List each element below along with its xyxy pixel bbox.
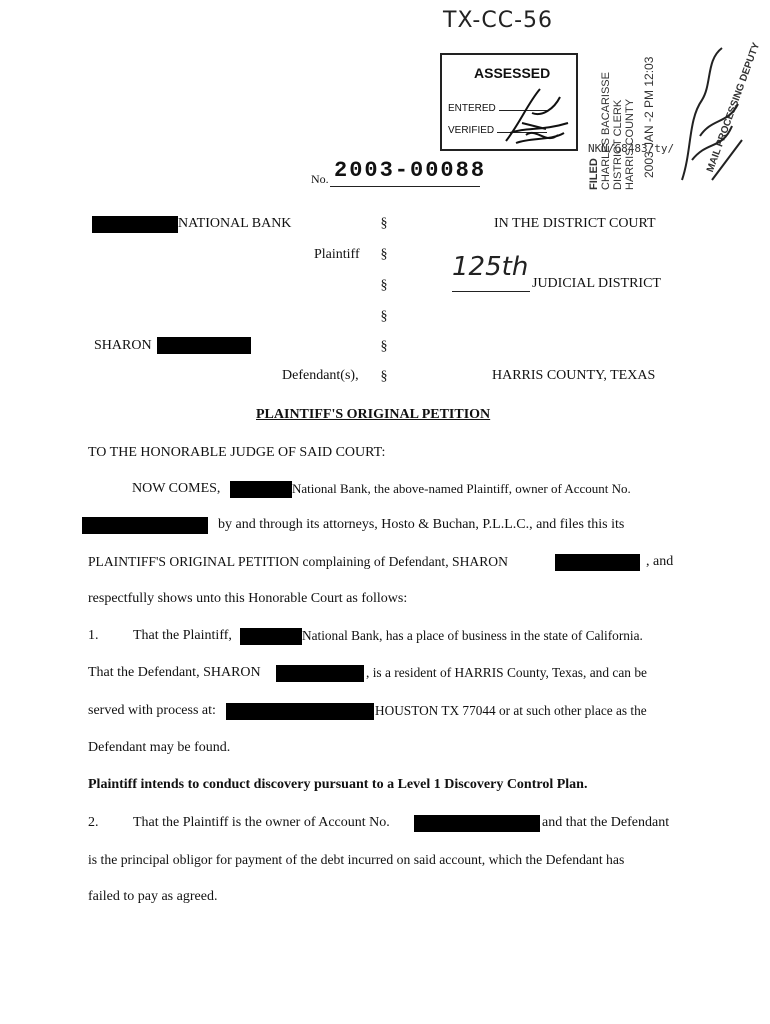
filed-stamp	[588, 72, 636, 190]
discovery-statement: Plaintiff intends to conduct discovery pursuant to a Level 1 Discovery Control Plan.	[88, 777, 588, 792]
section-symbol: §	[380, 278, 388, 293]
filed-date-stamp: 2003 JAN -2 PM 12:03	[642, 56, 656, 178]
plaintiff-name: NATIONAL BANK	[178, 216, 292, 231]
p1-line4: respectfully shows unto this Honorable Court as follows:	[88, 591, 408, 606]
court-name: IN THE DISTRICT COURT	[494, 216, 656, 231]
redaction-bank-name	[240, 628, 302, 645]
case-number-label: No.	[311, 172, 329, 186]
entered-label: ENTERED	[448, 103, 549, 114]
p1-line2: by and through its attorneys, Hosto & Buchan, P.L.L.C., and files this its	[218, 517, 625, 532]
assessed-stamp-title: ASSESSED	[474, 65, 551, 81]
redaction-address	[226, 703, 374, 720]
document-title: PLAINTIFF'S ORIGINAL PETITION	[256, 407, 491, 422]
signature-scribble-icon	[672, 40, 752, 190]
filed-stamp-line-4: HARRIS COUNTY	[624, 98, 636, 190]
redaction-defendant-surname	[276, 665, 364, 682]
redaction-defendant-name	[157, 337, 251, 354]
item1-line3-a: served with process at:	[88, 703, 216, 718]
section-symbol: §	[380, 369, 388, 384]
defendant-role: Defendant(s),	[282, 368, 359, 383]
filed-stamp-line-3: DISTRICT CLERK	[612, 99, 624, 190]
filed-stamp-line-1: FILED	[588, 158, 600, 190]
item1-line2-b: , is a resident of HARRIS County, Texas, and can be	[366, 665, 647, 680]
clerk-initials: NKN/68483/ty/	[588, 142, 675, 155]
redaction-plaintiff-name	[92, 216, 178, 233]
district-number-handwritten: 125th	[452, 252, 529, 282]
item2-number: 2.	[88, 815, 99, 830]
verified-label: VERIFIED	[448, 125, 547, 136]
p1-line3-b: , and	[646, 554, 674, 569]
redaction-account-number	[82, 517, 208, 534]
case-number-underline	[330, 186, 480, 187]
salutation: TO THE HONORABLE JUDGE OF SAID COURT:	[88, 445, 386, 460]
p1-line3-a: PLAINTIFF'S ORIGINAL PETITION complaining of Defendant, SHARON	[88, 554, 508, 569]
county-label: HARRIS COUNTY, TEXAS	[492, 368, 656, 383]
item2-line2: is the principal obligor for payment of the debt incurred on said account, which the Defendant has	[88, 852, 625, 867]
item2-line1-a: That the Plaintiff is the owner of Account No.	[133, 815, 390, 830]
filed-stamp-line-2: CHARLES BACARISSE	[600, 72, 612, 190]
initials-scribble-icon	[502, 83, 572, 149]
item1-number: 1.	[88, 628, 99, 643]
item1-line1-a: That the Plaintiff,	[133, 628, 232, 643]
defendant-name: SHARON	[94, 338, 152, 353]
item1-line3-b: HOUSTON TX 77044 or at such other place as the	[375, 703, 647, 718]
judicial-district-label: JUDICIAL DISTRICT	[532, 276, 661, 291]
item2-line1-b: and that the Defendant	[542, 815, 670, 830]
redaction-bank-name	[230, 481, 292, 498]
assessed-stamp	[440, 53, 578, 151]
p1-line1-b: National Bank, the above-named Plaintiff, owner of Account No.	[292, 481, 631, 496]
item1-line2-a: That the Defendant, SHARON	[88, 665, 261, 680]
item1-line4: Defendant may be found.	[88, 740, 231, 755]
redaction-account-number	[414, 815, 540, 832]
section-symbol: §	[380, 216, 388, 231]
handwritten-case-code: TX-CC-56	[443, 8, 554, 33]
section-symbol: §	[380, 247, 388, 262]
item2-line3: failed to pay as agreed.	[88, 889, 218, 904]
section-symbol: §	[380, 339, 388, 354]
mail-processing-stamp: MAIL PROCESSING DEPUTY	[705, 41, 763, 174]
item1-line1-b: National Bank, has a place of business in the state of California.	[302, 628, 643, 643]
plaintiff-role: Plaintiff	[314, 247, 360, 262]
case-number: 2003-00088	[334, 158, 487, 183]
district-number-underline	[452, 291, 530, 292]
section-symbol: §	[380, 309, 388, 324]
p1-line1-a: NOW COMES,	[132, 481, 221, 496]
redaction-defendant-surname	[555, 554, 640, 571]
